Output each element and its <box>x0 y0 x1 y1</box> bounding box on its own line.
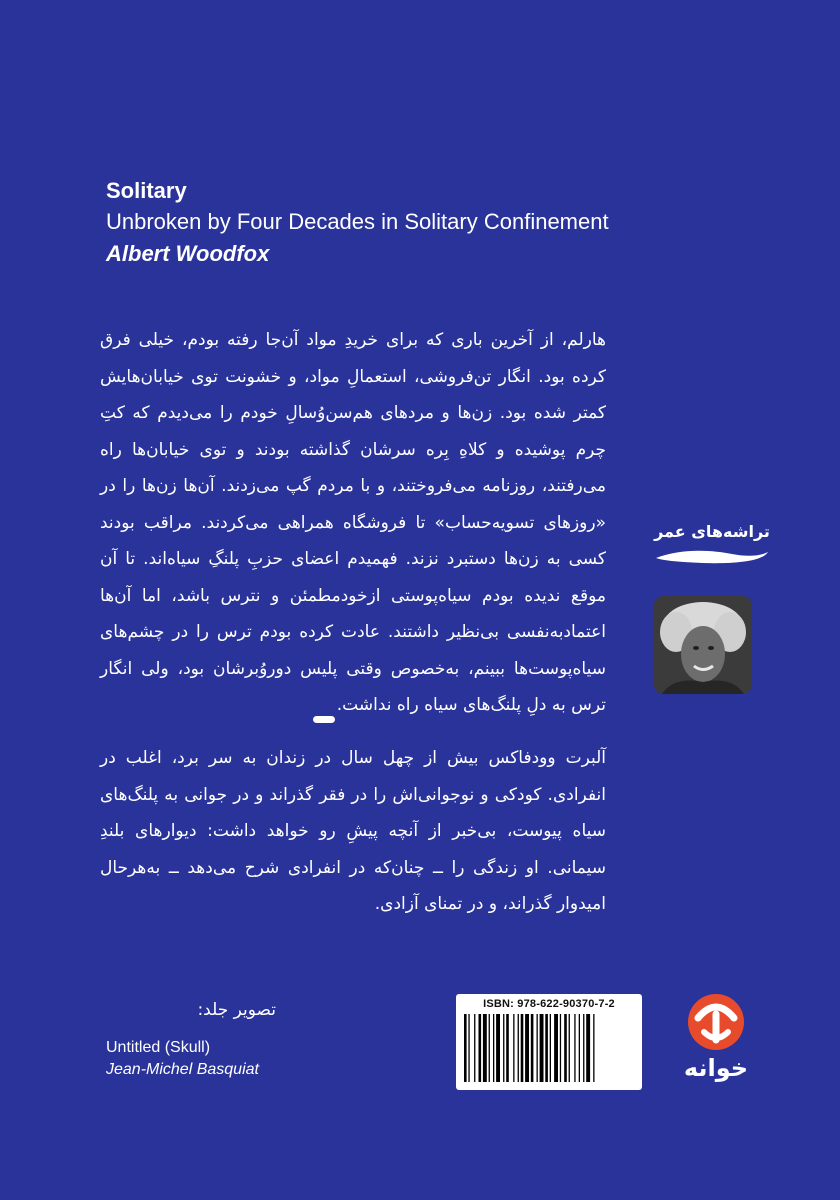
isbn-text: ISBN: 978-622-90370-7-2 <box>483 998 615 1010</box>
about-paragraph: آلبرت وودفاکس بیش از چهل سال در زندان به سر برد، اغلب در انفرادی. کودکی و نوجوانی‌اش را در فقر گذراند و در جوانی به پلنگ‌های سیاه پیوست، بی‌خبر از آنچه پیشِ رو خواهد داشت: دیوارهای بلندِ سیمانی. او زندگی را ــ چنان‌که در انفرادی شرح می‌دهد ــ به‌هرحال امیدوار گذراند، و در تمنای آزادی. <box>100 748 606 914</box>
series-label: تراشه‌های عمر <box>654 522 770 541</box>
book-subtitle: Unbroken by Four Decades in Solitary Confinement <box>106 209 609 234</box>
publisher-name: خوانه <box>683 1054 749 1082</box>
cover-credit-label: تصویر جلد: <box>197 1000 276 1020</box>
cover-credit-work: Untitled (Skull) <box>106 1039 211 1056</box>
book-info <box>106 176 666 270</box>
cover-credit-artist: Jean-Michel Basquiat <box>106 1061 259 1078</box>
barcode <box>456 994 642 1090</box>
barcode-icon <box>462 1014 636 1084</box>
publisher-logo-icon <box>676 992 756 1052</box>
author-photo <box>654 596 752 694</box>
book-title: Solitary <box>106 178 187 203</box>
author-portrait-icon <box>654 596 752 694</box>
excerpt-paragraph: هارلم، از آخرین باری که برای خریدِ مواد آن‌جا رفته بودم، خیلی فرق کرده بود. انگار تن‌فروشی، استعمالِ مواد، و خشونت توی خیابان‌هایش کمتر شده بود. زن‌ها و مردهای هم‌سن‌وُسالِ خودم را می‌دیدم که کتِ چرم پوشیده و کلاهِ بِره سرشان گذاشته بودند و توی خیابان‌ها راه می‌رفتند، روزنامه می‌فروختند، و با مردم گپ می‌زدند. آن‌ها زن‌ها را در «روزهای تسویه‌حساب» تا فروشگاه همراهی می‌کردند. مراقب بودند کسی به زن‌ها دستبرد نزند. فهمیدم اعضای حزبِ پلنگِ سیاه‌اند. تا آن موقع ندیده بودم سیاه‌پوستی ازخودمطمئن و نترس باشد، اما آن‌ها اعتمادبه‌نفسی بی‌نظیر داشتند. عادت کرده بودم ترس را در چشم‌های سیاه‌پوست‌ها ببینم، به‌خصوص وقتی پلیس دوروُبرشان بود، ولی انگار ترس به دلِ پلنگ‌های سیاه راه نداشت. <box>100 330 606 715</box>
series-wave-icon <box>652 546 772 566</box>
book-author: Albert Woodfox <box>106 241 270 266</box>
separator-dash <box>313 716 335 723</box>
